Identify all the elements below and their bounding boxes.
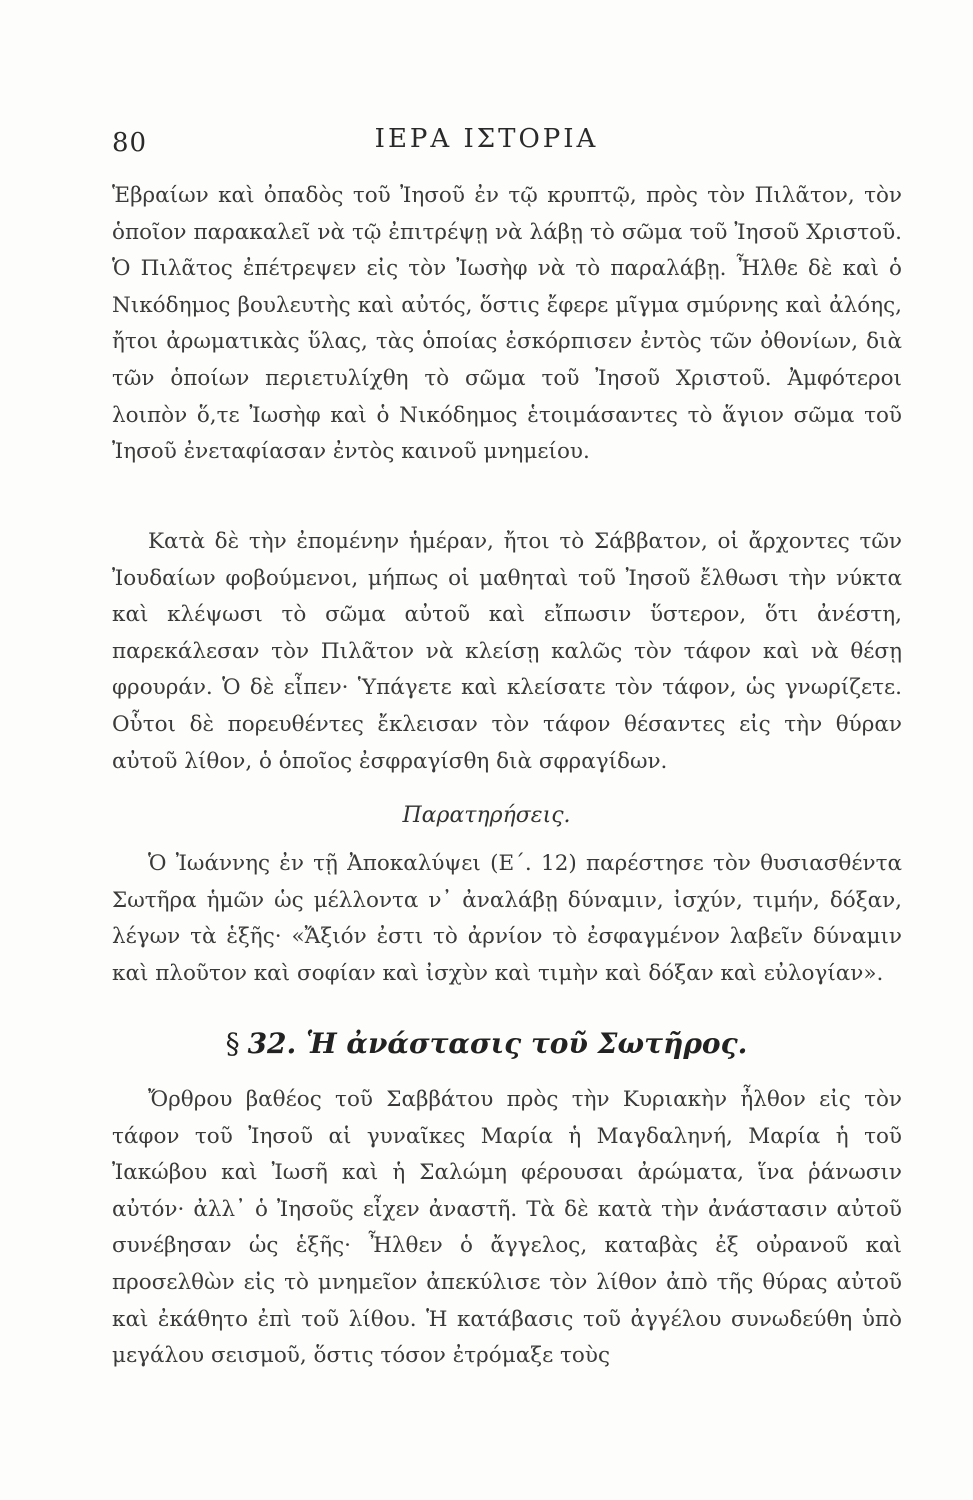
section-symbol: § [225,1027,240,1060]
paragraph-text: Ἑβραίων καὶ ὀπαδὸς τοῦ Ἰησοῦ ἐν τῷ κρυπτῷ, πρὸς τὸν Πιλᾶτον, τὸν ὁποῖον παρακαλεῖ νὰ τῷ ἐπιτρέψῃ νὰ λάβῃ τὸ σῶμα τοῦ Ἰησοῦ Χριστοῦ. Ὁ Πιλᾶτος ἐπέτρεψεν εἰς τὸν Ἰωσὴφ νὰ τὸ παραλάβῃ. Ἦλθε δὲ καὶ ὁ Νικόδημος βουλευτὴς καὶ αὐτός, ὅστις ἔφερε μῖγμα σμύρνης καὶ ἀλόης, ἤτοι ἀρωματικὰς ὕλας, τὰς ὁποίας ἐσκόρπισεν ἐντὸς τῶν ὀθονίων, διὰ τῶν ὁποίων περιετυλίχθη τὸ σῶμα τοῦ Ἰησοῦ Χριστοῦ. Ἀμφότεροι λοιπὸν ὅ,τε Ἰωσὴφ καὶ ὁ Νικόδημος ἑτοιμάσαντες τὸ ἅγιον σῶμα τοῦ Ἰησοῦ ἐνεταφίασαν ἐντὸς καινοῦ μνημείου. [112,183,902,465]
running-title: ΙΕΡΑ ΙΣΤΟΡΙΑ [374,124,599,154]
section-heading [0,1027,973,1060]
observations-heading: Παρατηρήσεις. [402,803,571,828]
resurrection-paragraph [112,1082,902,1375]
observations-paragraph [112,846,902,992]
paragraph-text: Κατὰ δὲ τὴν ἐπομένην ἡμέραν, ἤτοι τὸ Σάββατον, οἱ ἄρχοντες τῶν Ἰουδαίων φοβούμενοι, μήπως οἱ μαθηταὶ τοῦ Ἰησοῦ ἔλθωσι τὴν νύκτα καὶ κλέψωσι τὸ σῶμα αὐτοῦ καὶ εἴπωσιν ὕστερον, ὅτι ἀνέστη, παρεκάλεσαν τὸν Πιλᾶτον νὰ κλείσῃ καλῶς τὸν τάφον καὶ νὰ θέσῃ φρουράν. Ὁ δὲ εἶπεν· Ὑπάγετε καὶ κλείσατε τὸν τάφον, ὡς γνωρίζετε. Οὗτοι δὲ πορευθέντες ἔκλεισαν τὸν τάφον θέσαντες εἰς τὴν θύραν αὐτοῦ λίθον, ὁ ὁποῖος ἐσφραγίσθη διὰ σφραγίδων. [112,529,902,774]
paragraph-text: Ὁ Ἰωάννης ἐν τῇ Ἀποκαλύψει (Ε΄. 12) παρέστησε τὸν θυσιασθέντα Σωτῆρα ἡμῶν ὡς μέλλοντα ν᾽ ἀναλάβῃ δύναμιν, ἰσχύν, τιμήν, δόξαν, λέγων τὰ ἑξῆς· «Ἄξιόν ἐστι τὸ ἀρνίον τὸ ἐσφαγμένον λαβεῖν δύναμιν καὶ πλοῦτον καὶ σοφίαν καὶ ἰσχὺν καὶ τιμὴν καὶ δόξαν καὶ εὐλογίαν». [112,851,902,986]
page-number: 80 [112,128,148,158]
paragraph-joseph-burial [112,178,902,471]
paragraph-text: Ὄρθρου βαθέος τοῦ Σαββάτου πρὸς τὴν Κυριακὴν ἦλθον εἰς τὸν τάφον τοῦ Ἰησοῦ αἱ γυναῖκες Μαρία ἡ Μαγδαληνή, Μαρία ἡ τοῦ Ἰακώβου καὶ Ἰωσῆ καὶ ἡ Σαλώμη φέρουσαι ἀρώματα, ἵνα ῥάνωσιν αὐτόν· ἀλλ᾽ ὁ Ἰησοῦς εἶχεν ἀναστῆ. Τὰ δὲ κατὰ τὴν ἀνάστασιν αὐτοῦ συνέβησαν ὡς ἑξῆς· Ἦλθεν ὁ ἄγγελος, καταβὰς ἐξ οὐρανοῦ καὶ προσελθὼν εἰς τὸ μνημεῖον ἀπεκύλισε τὸν λίθον ἀπὸ τῆς θύρας αὐτοῦ καὶ ἐκάθητο ἐπὶ τοῦ λίθου. Ἡ κατάβασις τοῦ ἀγγέλου συνωδεύθη ὑπὸ μεγάλου σεισμοῦ, ὅστις τόσον ἐτρόμαξε τοὺς [112,1087,902,1369]
paragraph-guard-tomb [112,524,902,780]
section-title: 32. Ἡ ἀνάστασις τοῦ Σωτῆρος. [247,1027,748,1060]
